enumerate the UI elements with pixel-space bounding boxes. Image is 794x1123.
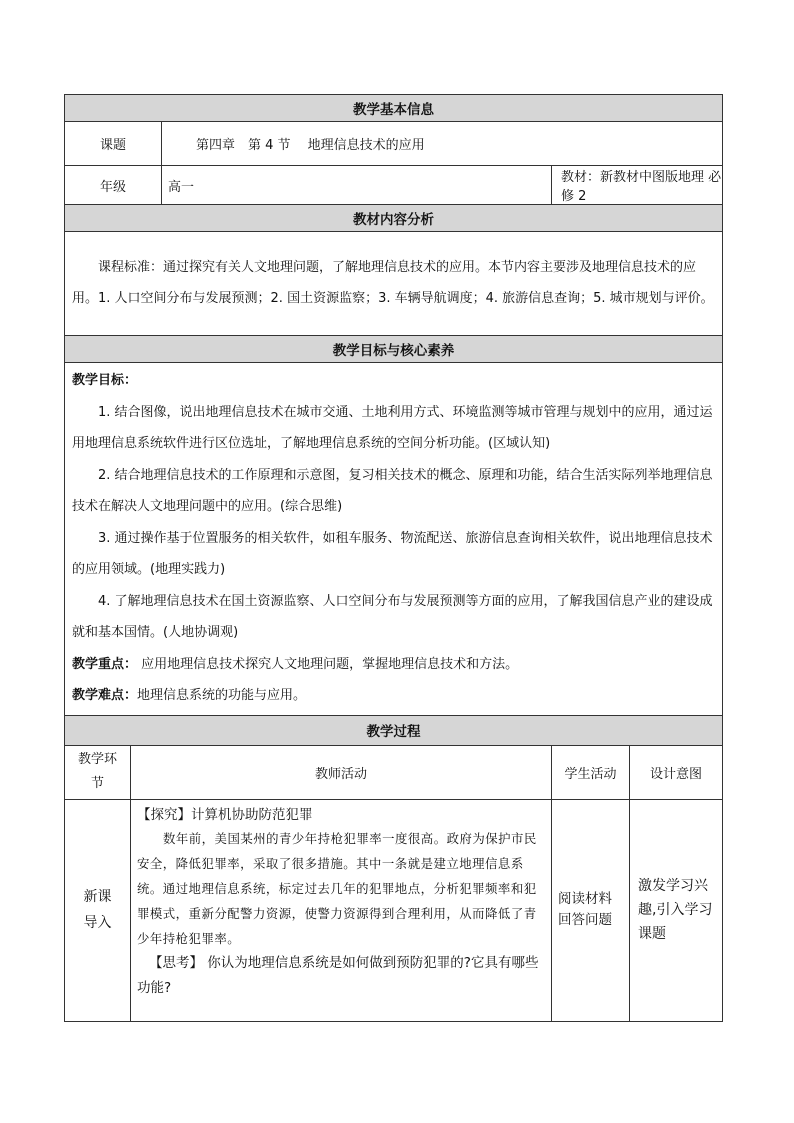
section-header-process: 教学过程 xyxy=(65,715,723,745)
teaching-difficult-point xyxy=(72,680,715,712)
topic-label: 课题 xyxy=(65,122,162,166)
topic-value: 第四章 第 4 节 地理信息技术的应用 xyxy=(162,122,723,166)
col-header-design: 设计意图 xyxy=(630,745,723,799)
goals-cell xyxy=(65,363,723,716)
col-header-teacher: 教师活动 xyxy=(131,745,552,799)
lesson-plan xyxy=(64,94,722,1022)
section-header-basic-info: 教学基本信息 xyxy=(65,95,723,122)
teaching-key-point xyxy=(72,649,715,681)
student-activity-cell: 阅读材料回答问题 xyxy=(552,799,630,1021)
textbook-value: 教材：新教材中图版地理 必修 2 xyxy=(552,166,723,205)
grade-value: 高一 xyxy=(162,166,552,205)
key-text: 应用地理信息技术探究人文地理问题，掌握地理信息技术和方法。 xyxy=(137,656,519,672)
goal-item: 1. 结合图像，说出地理信息技术在城市交通、土地利用方式、环境监测等城市管理与规划中的应用，通过运用地理信息系统软件进行区位选址，了解地理信息系统的空间分析功能。(区域认知) xyxy=(72,404,713,451)
process-row xyxy=(65,799,723,1021)
goal-item: 3. 通过操作基于位置服务的相关软件，如租车服务、物流配送、旅游信息查询相关软件，说出地理信息技术的应用领域。(地理实践力) xyxy=(72,530,713,577)
design-intent-cell: 激发学习兴趣,引入学习课题 xyxy=(630,799,723,1021)
goal-item: 4. 了解地理信息技术在国土资源监察、人口空间分布与发展预测等方面的应用，了解我国信息产业的建设成就和基本国情。(人地协调观) xyxy=(72,593,713,640)
goal-item: 2. 结合地理信息技术的工作原理和示意图，复习相关技术的概念、原理和功能，结合生活实际列举地理信息技术在解决人文地理问题中的应用。(综合思维) xyxy=(72,467,713,514)
section-header-goals: 教学目标与核心素养 xyxy=(65,336,723,363)
think-question: 【思考】 你认为地理信息系统是如何做到预防犯罪的?它具有哪些功能? xyxy=(137,954,539,996)
col-header-stage: 教学环节 xyxy=(65,745,131,799)
key-label: 教学重点： xyxy=(72,656,138,672)
difficult-label: 教学难点： xyxy=(72,688,138,703)
difficult-text: 地理信息系统的功能与应用。 xyxy=(137,688,307,703)
lesson-plan-table xyxy=(64,94,723,1022)
explore-title: 【探究】计算机协助防范犯罪 xyxy=(137,806,313,823)
goals-title: 教学目标： xyxy=(72,373,138,388)
section-header-material-analysis: 教材内容分析 xyxy=(65,205,723,232)
teacher-activity-cell xyxy=(131,799,552,1021)
stage-cell: 新课导入 xyxy=(65,799,131,1021)
analysis-text: 课程标准：通过探究有关人文地理问题，了解地理信息技术的应用。本节内容主要涉及地理信息技术的应用。1. 人口空间分布与发展预测；2. 国土资源监察；3. 车辆导航调度；4. 旅游信息查询；5. 城市规划与评价。 xyxy=(72,259,714,306)
analysis-cell xyxy=(65,232,723,336)
grade-label: 年级 xyxy=(65,166,162,205)
explore-story: 数年前，美国某州的青少年持枪犯罪率一度很高。政府为保护市民安全，降低犯罪率，采取了很多措施。其中一条就是建立地理信息系统。通过地理信息系统，标定过去几年的犯罪地点，分析犯罪频率和犯罪模式，重新分配警力资源，使警力资源得到合理利用，从而降低了青少年持枪犯罪率。 xyxy=(137,830,537,946)
col-header-student: 学生活动 xyxy=(552,745,630,799)
